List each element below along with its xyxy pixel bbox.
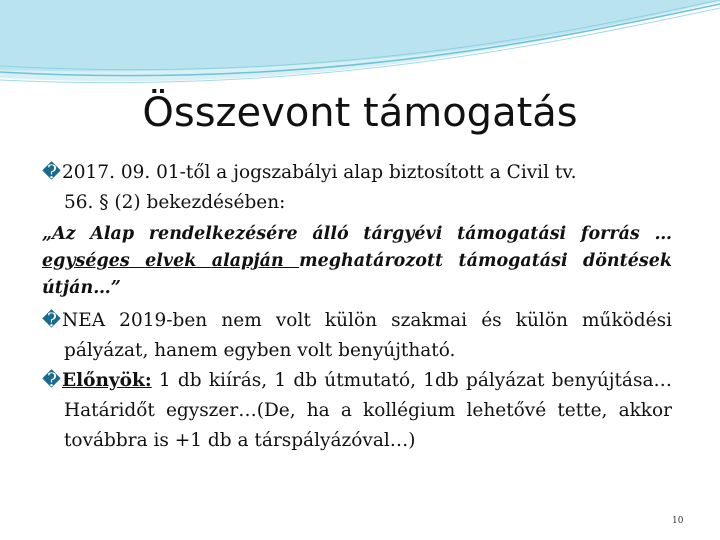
item1-line2: 56. § (2) bekezdésében: (64, 192, 286, 213)
list-item-advantages (42, 366, 672, 456)
item1-line1: 2017. 09. 01-től a jogszabályi alap biztosított a Civil tv. (62, 162, 577, 183)
advantages-label: Előnyök: (62, 370, 152, 391)
quote-word-alapjan: alapján (211, 251, 300, 271)
decorative-wave (0, 0, 720, 90)
bullet-icon: � (42, 310, 61, 331)
bullet-icon: � (42, 162, 61, 183)
law-quote (42, 221, 672, 302)
list-item-nea-2019 (42, 306, 672, 366)
slide-title: Összevont támogatás (142, 90, 578, 136)
item3-text: 1 db kiírás, 1 db útmutató, 1db pályázat benyújtása…Határidőt egyszer…(De, ha a kollégium lehetővé tette, akkor továbbra is +1 db a társpályázóval…) (64, 370, 672, 451)
slide-body (42, 158, 672, 456)
quote-rest: meghatározott támogatási döntések útján…” (42, 251, 672, 298)
bullet-icon: � (42, 370, 61, 391)
quote-word-egyseges: egységes (42, 251, 146, 271)
item2-text: NEA 2019-ben nem volt külön szakmai és külön működési pályázat, hanem egyben volt benyújtható. (62, 310, 672, 361)
quote-open: „Az Alap rendelkezésére álló tárgyévi támogatási forrás … (42, 224, 672, 244)
list-item-legal-basis (42, 158, 672, 218)
quote-word-elvek: elvek (145, 251, 212, 271)
page-number: 10 (672, 516, 684, 526)
